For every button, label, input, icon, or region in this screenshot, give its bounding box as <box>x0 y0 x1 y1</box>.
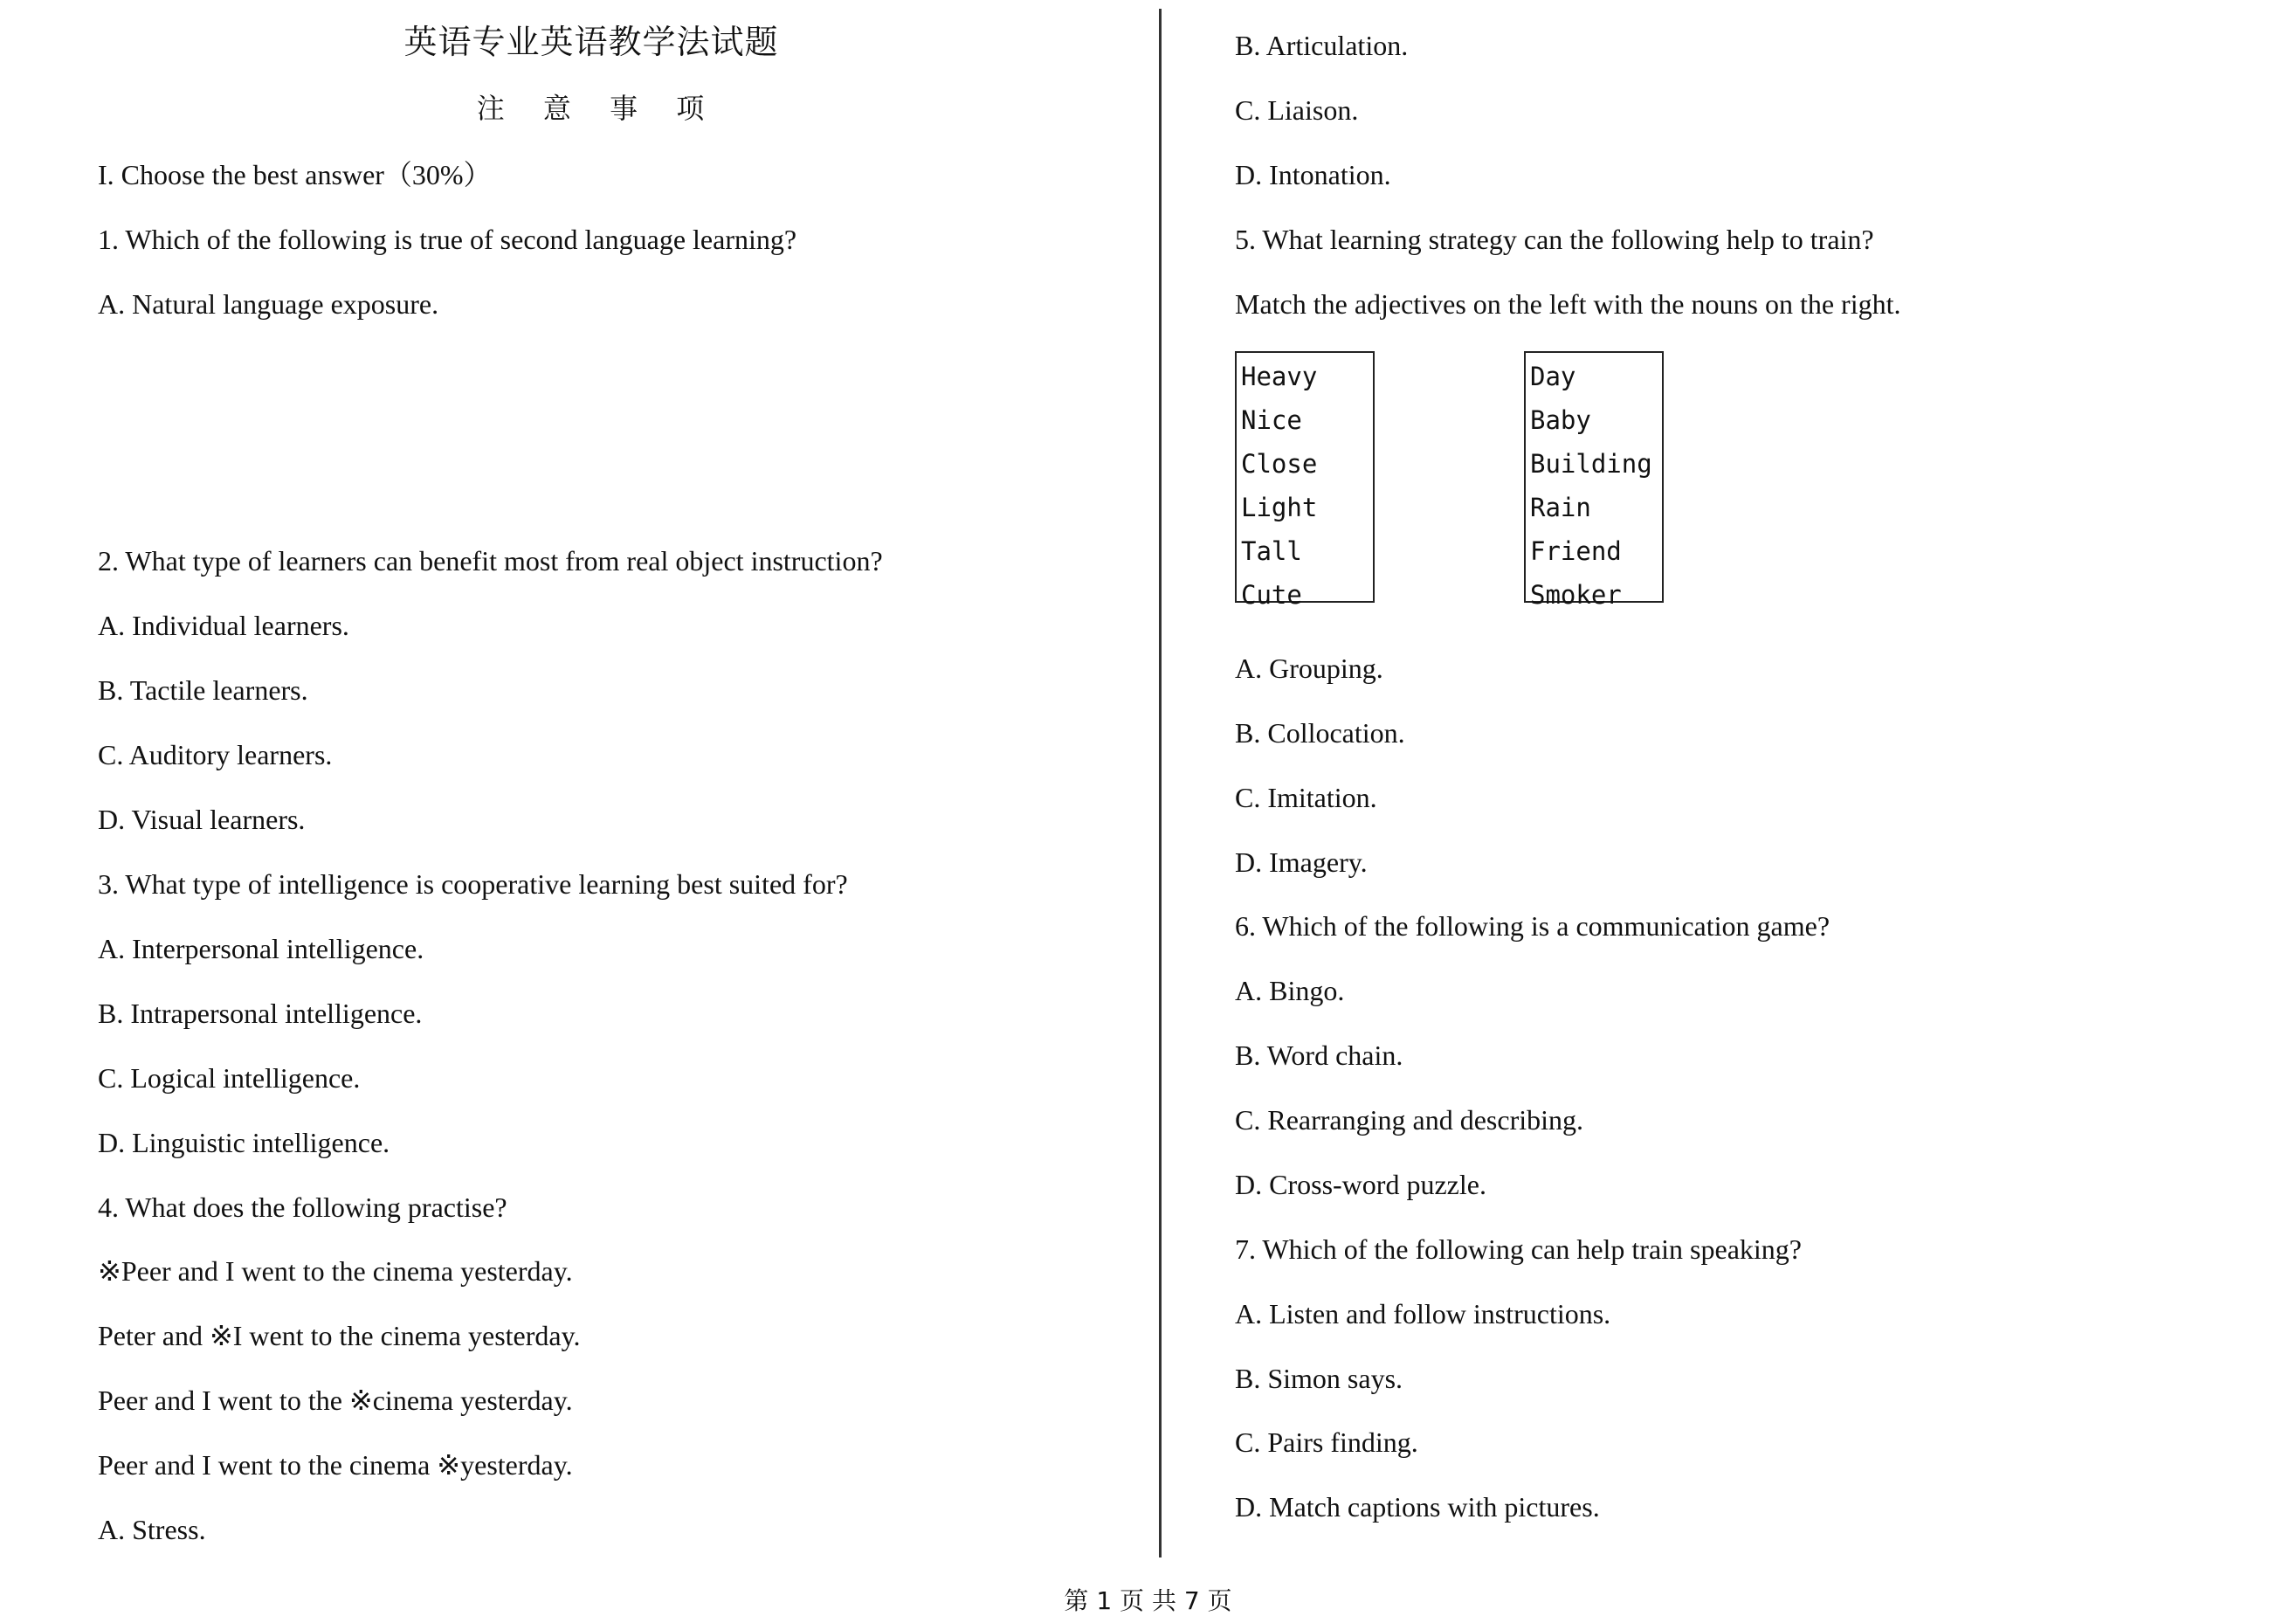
question-6-option-b: B. Word chain. <box>1235 1039 1403 1071</box>
nouns-box <box>1524 351 1664 610</box>
noun-word: Building <box>1530 449 1652 479</box>
question-7-option-a: A. Listen and follow instructions. <box>1235 1298 1611 1329</box>
question-3-stem: 3. What type of intelligence is cooperative learning best suited for? <box>98 868 848 900</box>
noun-word: Day <box>1530 362 1576 391</box>
question-6-option-c: C. Rearranging and describing. <box>1235 1104 1583 1136</box>
adjective-word: Cute <box>1241 580 1302 610</box>
question-3-option-d: D. Linguistic intelligence. <box>98 1127 390 1158</box>
question-6-option-a: A. Bingo. <box>1235 975 1345 1006</box>
page-title: 英语专业英语教学法试题 <box>403 23 779 61</box>
question-3-option-b: B. Intrapersonal intelligence. <box>98 998 423 1029</box>
question-2-stem: 2. What type of learners can benefit most from real object instruction? <box>98 545 883 577</box>
question-4-sentence: ※Peer and I went to the cinema yesterday. <box>98 1255 573 1287</box>
question-4-sentence: Peer and I went to the ※cinema yesterday. <box>98 1385 573 1416</box>
adjective-word: Heavy <box>1241 362 1318 391</box>
adjective-word: Tall <box>1241 536 1302 566</box>
question-3-option-c: C. Logical intelligence. <box>98 1062 361 1094</box>
question-5-option-a: A. Grouping. <box>1235 653 1383 684</box>
noun-word: Rain <box>1530 493 1591 522</box>
question-2-option-c: C. Auditory learners. <box>98 739 333 770</box>
noun-word: Baby <box>1530 405 1591 435</box>
question-5-option-c: C. Imitation. <box>1235 782 1377 813</box>
question-3-option-a: A. Interpersonal intelligence. <box>98 933 424 964</box>
question-4-sentence: Peter and ※I went to the cinema yesterday. <box>98 1320 581 1351</box>
noun-word: Friend <box>1530 536 1622 566</box>
question-5-option-b: B. Collocation. <box>1235 717 1405 749</box>
page-subtitle: 注 意 事 项 <box>476 92 707 125</box>
question-7-stem: 7. Which of the following can help train speaking? <box>1235 1233 1802 1265</box>
question-2-option-a: A. Individual learners. <box>98 610 349 641</box>
question-4-option-c: C. Liaison. <box>1235 94 1359 126</box>
question-5-instruction: Match the adjectives on the left with the nouns on the right. <box>1235 288 1901 320</box>
question-7-option-d: D. Match captions with pictures. <box>1235 1491 1600 1523</box>
question-4-sentence: Peer and I went to the cinema ※yesterday. <box>98 1449 573 1481</box>
question-5-stem: 5. What learning strategy can the following help to train? <box>1235 224 1874 255</box>
column-divider <box>1159 9 1162 1557</box>
adjectives-box <box>1235 351 1375 610</box>
question-7-option-c: C. Pairs finding. <box>1235 1426 1418 1458</box>
question-1-stem: 1. Which of the following is true of second language learning? <box>98 224 797 255</box>
question-4-option-b: B. Articulation. <box>1235 30 1409 61</box>
adjective-word: Close <box>1241 449 1318 479</box>
question-2-option-b: B. Tactile learners. <box>98 674 308 706</box>
adjective-word: Nice <box>1241 405 1302 435</box>
question-2-option-d: D. Visual learners. <box>98 804 306 835</box>
question-1-option-a: A. Natural language exposure. <box>98 288 439 320</box>
question-4-stem: 4. What does the following practise? <box>98 1191 507 1223</box>
question-5-option-d: D. Imagery. <box>1235 846 1368 878</box>
question-6-stem: 6. Which of the following is a communication game? <box>1235 910 1831 942</box>
noun-word: Smoker <box>1530 580 1622 610</box>
question-4-option-d: D. Intonation. <box>1235 159 1391 190</box>
question-7-option-b: B. Simon says. <box>1235 1363 1403 1394</box>
adjective-word: Light <box>1241 493 1318 522</box>
section-heading: I. Choose the best answer（30%） <box>98 159 492 190</box>
page-number: 第 1 页 共 7 页 <box>1064 1586 1232 1615</box>
question-6-option-d: D. Cross-word puzzle. <box>1235 1169 1486 1200</box>
question-4-option-a: A. Stress. <box>98 1514 206 1545</box>
